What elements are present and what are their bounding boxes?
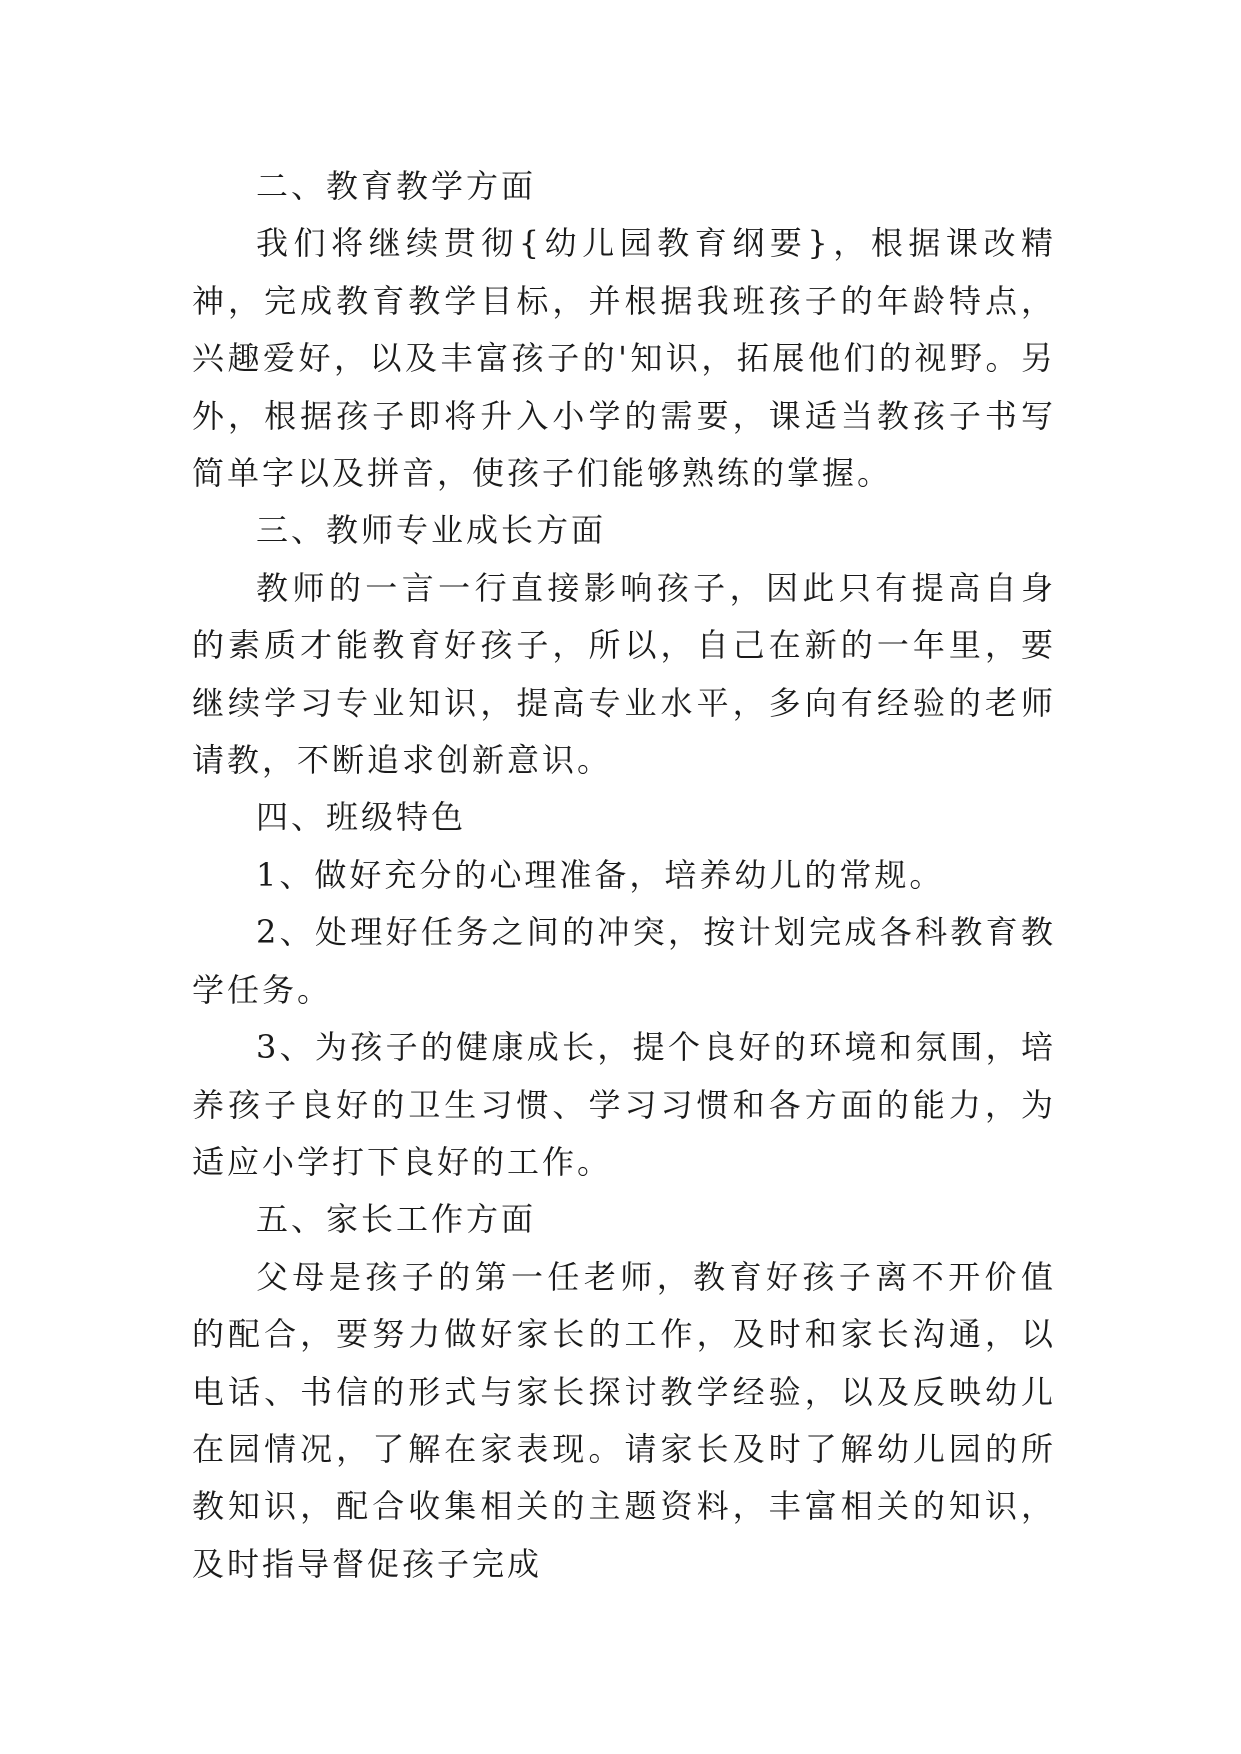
- paragraph-parent-work: 父母是孩子的第一任老师，教育好孩子离不开价值的配合，要努力做好家长的工作，及时和家长沟通，以电话、书信的形式与家长探讨教学经验，以及反映幼儿在园情况，了解在家表现。请家长及时了解幼儿园的所教知识，配合收集相关的主题资料，丰富相关的知识，及时指导督促孩子完成: [192, 1257, 1056, 1583]
- list-item-class-feature-1: 1、做好充分的心理准备，培养幼儿的常规。: [256, 855, 945, 894]
- section-heading-teaching: 二、教育教学方面: [256, 167, 537, 205]
- section-heading-parent-work: 五、家长工作方面: [256, 1200, 537, 1239]
- document-body: [192, 158, 1056, 1593]
- paragraph-teacher-growth: 教师的一言一行直接影响孩子，因此只有提高自身的素质才能教育好孩子，所以，自己在新的一年里，要继续学习专业知识，提高专业水平，多向有经验的老师请教，不断追求创新意识。: [192, 568, 1056, 780]
- list-item-class-feature-2: 2、处理好任务之间的冲突，按计划完成各科教育教学任务。: [192, 913, 1056, 1009]
- section-heading-teacher-growth: 三、教师专业成长方面: [256, 511, 607, 550]
- paragraph-teaching-plan: 我们将继续贯彻{幼儿园教育纲要}，根据课改精神，完成教育教学目标，并根据我班孩子的年龄特点，兴趣爱好，以及丰富孩子的'知识，拓展他们的视野。另外，根据孩子即将升入小学的需要，课适当教孩子书写简单字以及拼音，使孩子们能够熟练的掌握。: [192, 224, 1056, 493]
- list-item-class-feature-3: 3、为孩子的健康成长，提个良好的环境和氛围，培养孩子良好的卫生习惯、学习习惯和各方面的能力，为适应小学打下良好的工作。: [192, 1028, 1056, 1181]
- section-heading-class-features: 四、班级特色: [256, 798, 467, 837]
